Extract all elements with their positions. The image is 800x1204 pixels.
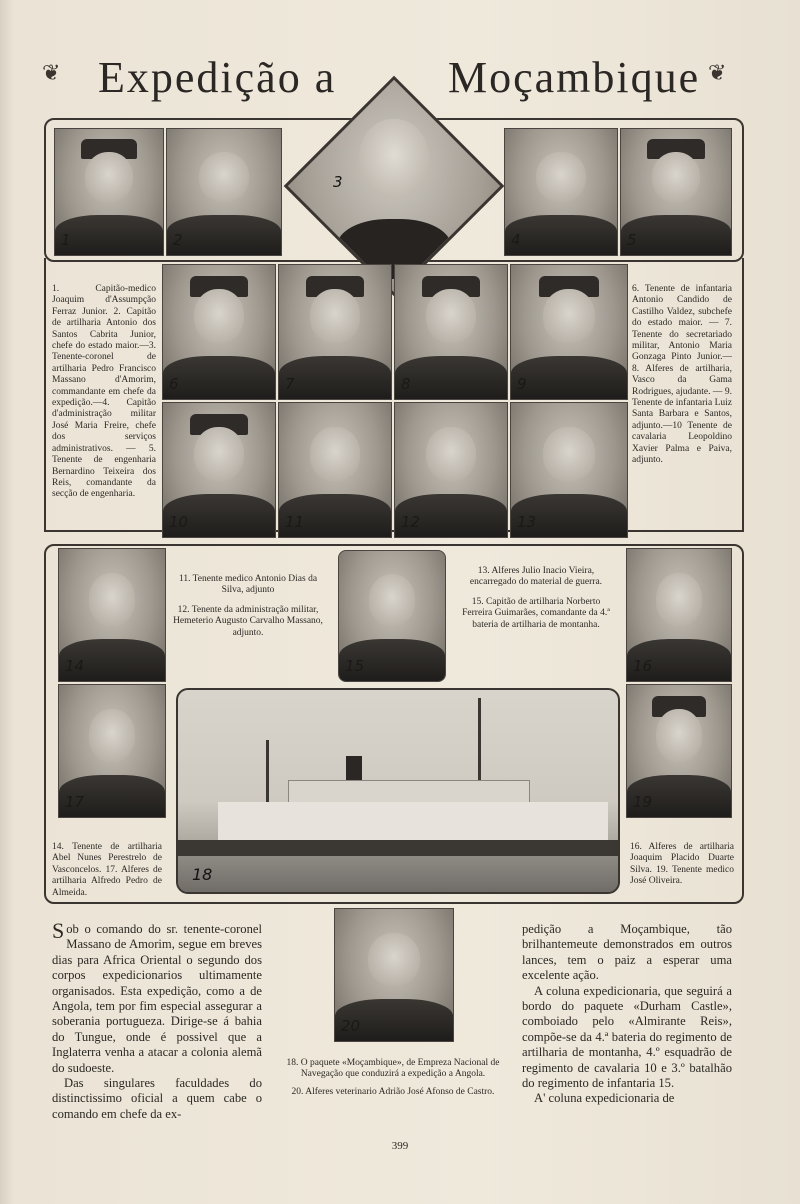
photo-number: 17 (65, 793, 85, 811)
ship-photo (176, 688, 620, 894)
portrait-photo (394, 402, 508, 538)
photo-number: 9 (517, 375, 527, 393)
photo-number: 2 (173, 231, 183, 249)
photo-number: 13 (517, 513, 537, 531)
caption-mid-left: 11. Tenente medico Antonio Dias da Silva, adjunto 12. Tenente da administração militar, Hemeterio Augusto Carvalho Massano, adjunto. (173, 574, 323, 638)
photo-number: 16 (633, 657, 653, 675)
portrait-photo (58, 548, 166, 682)
caption-right-bottom: 16. Alferes de artilharia Joaquim Placido Duarte Silva. 19. Tenente medico José Oliveira. (630, 842, 734, 887)
portrait-photo (162, 402, 276, 538)
caption-mid-right: 13. Alferes Julio Inacio Vieira, encarregado do material de guerra. 15. Capitão de artilharia Norberto Ferreira Guimarães, comandante da 4.ª bateria de artilharia de montanha. (462, 566, 610, 630)
photo-number: 12 (401, 513, 421, 531)
photo-number: 14 (65, 657, 85, 675)
photo-number: 4 (511, 231, 521, 249)
portrait-photo (394, 264, 508, 400)
portrait-photo (620, 128, 732, 256)
photo-number: 1 (61, 231, 71, 249)
portrait-photo (510, 402, 628, 538)
photo-number: 5 (627, 231, 637, 249)
portrait-photo (504, 128, 618, 256)
drop-cap: S (52, 918, 65, 943)
portrait-photo (626, 548, 732, 682)
article-column-2: pedição a Moçambique, tão brilhantemeute demonstrados em outros lances, tem o paiz a esperar uma excelente ação. A coluna expedicionaria, que seguirá a bordo do paquete «Durham Castle», comboiado pelo «Almirante Reis», compõe-se da 4.ª bateria do regimento de artilharia de montanha, 4.º esquadrão de regimento de cavalaria 10 e 3.º batalhão do regimento de infantaria 15. A' coluna expedicionaria de (522, 922, 732, 1106)
article-column-1: Sob o comando do sr. tenente-coronel Massano de Amorim, segue em breves dias para Africa Oriental o segundo dos corpos expedicionarios ultimamente organisados. Esta expedição, como a de Angola, tem por fim especial assegurar a soberania portugueza. Dirige-se á bahia do Tungue, onde é possivel que a Inglaterra venha a atacar a colonia alemã do sudoeste. Das singulares faculdades do distinctissimo oficial a quem cabe o comando em chefe da ex- (52, 918, 262, 1121)
portrait-photo (166, 128, 282, 256)
title-left: Expedição a (98, 53, 337, 102)
page-number: 399 (391, 1140, 409, 1152)
caption-left-top: 1. Capitão-medico Joaquim d'Assumpção Ferraz Junior. 2. Capitão de artilharia Antonio dos Santos Cabrita Junior, chefe do estado maior.—3. Tenente-coronel de artilharia Pedro Francisco Massano d'Amorim, commandante em chefe da expedição.—4. Capitão d'administração militar José Maria Freire, chefe dos serviços administrativos. — 5. Tenente de engenharia Bernardino Teixeira dos Reis, comandante da secção de engenharia. (52, 284, 156, 500)
caption-right-top: 6. Tenente de infantaria Antonio Candido de Castilho Valdez, subchefe do estado maior. — 7. Tenente do secretariado militar, Antonio Maria Gonzaga Pinto Junior.—8. Alferes de artilharia, Vasco da Gama Rodrigues, ajudante. — 9. Tenente de infantaria Luiz Santa Barbara e Santos, adjunto.—10 Tenente de cavalaria Leopoldino Xavier Palma e Paiva, adjunto. (632, 284, 732, 466)
photo-number: 18 (192, 865, 213, 884)
photo-number: 19 (633, 793, 653, 811)
corner-ornament-right: ❦ (708, 60, 727, 85)
portrait-photo (162, 264, 276, 400)
photo-number: 8 (401, 375, 411, 393)
portrait-photo (58, 684, 166, 818)
corner-ornament-left: ❦ (42, 60, 61, 85)
photo-number: 3 (333, 173, 343, 191)
photo-number: 20 (341, 1017, 361, 1035)
portrait-photo (278, 402, 392, 538)
photo-number: 10 (169, 513, 189, 531)
photo-number: 11 (285, 513, 305, 531)
portrait-photo (54, 128, 164, 256)
caption-left-bottom: 14. Tenente de artilharia Abel Nunes Perestrelo de Vasconcelos. 17. Alferes de artilharia Alfredo Pedro de Almeida. (52, 842, 162, 898)
title-right: Moçambique (448, 53, 701, 102)
portrait-photo (510, 264, 628, 400)
portrait-photo (334, 908, 454, 1042)
photo-number: 7 (285, 375, 295, 393)
photo-number: 15 (345, 657, 365, 675)
portrait-photo (338, 550, 446, 682)
portrait-photo (278, 264, 392, 400)
photo-number: 6 (169, 375, 179, 393)
caption-bottom-center: 18. O paquete «Moçambique», de Empreza Nacional de Navegação que conduzirá a expedição a Angola. 20. Alferes veterinario Adrião José Afonso de Castro. (286, 1058, 500, 1097)
portrait-photo (626, 684, 732, 818)
